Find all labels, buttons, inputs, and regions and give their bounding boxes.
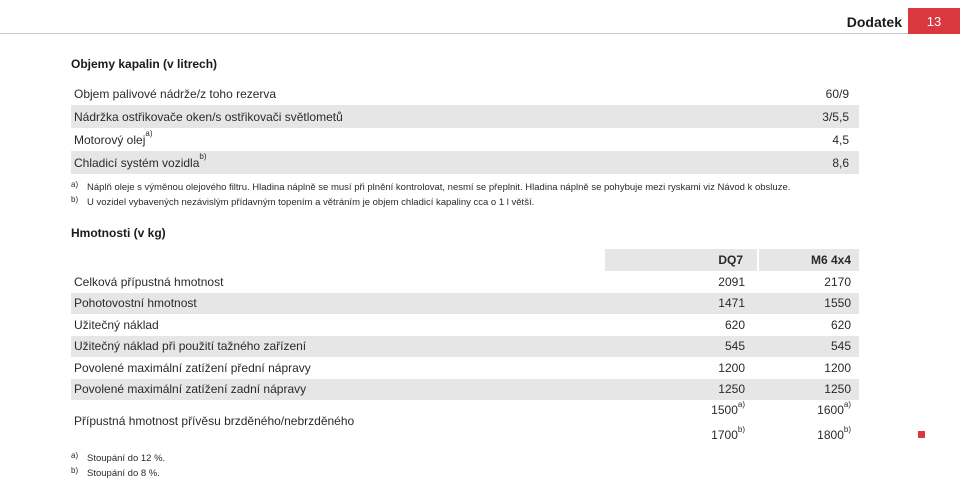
mass-row-label: Povolené maximální zatížení zadní nápravy xyxy=(74,382,307,397)
footnote-ref: a) xyxy=(145,129,153,138)
footnote-ref: b) xyxy=(199,152,207,161)
mass-row-label: Přípustná hmotnost přívěsu brzděného/nebrzděného xyxy=(74,414,355,428)
column-header-m6: M6 4x4 xyxy=(759,249,859,271)
mass-value-m6: 1550 xyxy=(824,296,851,311)
page-number: 13 xyxy=(926,13,942,29)
column-header-dq7: DQ7 xyxy=(603,249,759,271)
footnote-text: Stoupání do 8 %. xyxy=(87,468,160,479)
footnote-text: U vozidel vybavených nezávislým přídavným topením a větráním je objem chladicí kapaliny cca o 1 l větší. xyxy=(87,197,535,208)
footnote-ref: a) xyxy=(843,400,851,409)
footnote-text: Stoupání do 12 %. xyxy=(87,453,166,464)
mass-header-row xyxy=(71,249,859,271)
mass-row-label: Užitečný náklad při použití tažného zařízení xyxy=(74,339,307,354)
mass-row xyxy=(71,293,859,315)
fluids-row-value: 4,5 xyxy=(832,132,849,147)
trailer-braked-value: 1500$^{a)}$ xyxy=(711,400,745,417)
fluids-row-value: 60/9 xyxy=(825,86,849,101)
mass-row-trailer xyxy=(71,400,859,442)
mass-value-dq7: 620 xyxy=(724,317,745,332)
footnote xyxy=(71,195,871,210)
footnote-text: Náplň oleje s výměnou olejového filtru. Hladina náplně se musí při plnění kontrolovat, nesmí se přeplnit. Hladina náplně se pohybuje mezi ryskami viz Návod k obsluze. xyxy=(87,182,791,193)
mass-row-label: Povolené maximální zatížení přední nápravy xyxy=(74,360,311,375)
footnote-ref: b) xyxy=(737,425,745,434)
mass-value-dq7: 1200 xyxy=(718,360,745,375)
page-number-badge xyxy=(908,8,960,34)
section-title: Dodatek xyxy=(846,14,902,30)
fluids-row-label: Chladicí systém vozidla$^{b)}$ xyxy=(74,152,207,170)
mass-value-m6: 545 xyxy=(830,339,851,354)
mass-table xyxy=(71,249,859,442)
mass-value-m6: 2170 xyxy=(824,274,851,289)
footnote-mark: a) xyxy=(71,451,79,460)
mass-row-label: Pohotovostní hmotnost xyxy=(74,296,197,311)
trailer-braked-value: 1600$^{a)}$ xyxy=(817,400,851,417)
fluids-row xyxy=(71,105,859,128)
mass-value-dq7: 545 xyxy=(724,339,745,354)
mass-row xyxy=(71,271,859,293)
footnote-mark: b) xyxy=(71,466,79,475)
fluids-row xyxy=(71,151,859,174)
mass-heading: Hmotnosti (v kg) xyxy=(71,226,166,240)
mass-value-m6 xyxy=(759,396,859,446)
mass-value-m6: 1250 xyxy=(824,382,851,397)
footnote-mark: b) xyxy=(71,195,79,204)
mass-value-dq7 xyxy=(603,396,759,446)
mass-value-m6: 1200 xyxy=(824,360,851,375)
mass-value-m6: 620 xyxy=(830,317,851,332)
fluids-row-value: 8,6 xyxy=(832,155,849,170)
header-rule xyxy=(0,33,908,34)
mass-row xyxy=(71,357,859,379)
footnote-mark: a) xyxy=(71,180,79,189)
mass-value-dq7: 2091 xyxy=(718,274,745,289)
fluids-table xyxy=(71,82,859,174)
mass-value-dq7: 1471 xyxy=(718,296,745,311)
fluids-row-value: 3/5,5 xyxy=(822,109,849,124)
fluids-heading: Objemy kapalin (v litrech) xyxy=(71,57,218,71)
end-of-section-marker xyxy=(918,431,925,438)
mass-footnotes xyxy=(71,451,165,480)
trailer-unbraked-value: 1800$^{b)}$ xyxy=(817,425,851,442)
fluids-row-label: Nádržka ostřikovače oken/s ostřikovači světlometů xyxy=(74,109,343,124)
mass-value-dq7: 1250 xyxy=(718,382,745,397)
footnote-ref: a) xyxy=(737,400,745,409)
mass-row xyxy=(71,314,859,336)
footnote-ref: b) xyxy=(843,425,851,434)
fluids-footnotes xyxy=(71,180,871,210)
fluids-row xyxy=(71,128,859,151)
footnote xyxy=(71,466,165,480)
fluids-row-label: Objem palivové nádrže/z toho rezerva xyxy=(74,86,277,101)
fluids-row xyxy=(71,82,859,105)
fluids-row-label: Motorový olej$^{a)}$ xyxy=(74,129,153,147)
footnote xyxy=(71,180,871,195)
mass-row-label: Užitečný náklad xyxy=(74,317,159,332)
trailer-unbraked-value: 1700$^{b)}$ xyxy=(711,425,745,442)
mass-row xyxy=(71,336,859,358)
mass-row-label: Celková přípustná hmotnost xyxy=(74,274,224,289)
